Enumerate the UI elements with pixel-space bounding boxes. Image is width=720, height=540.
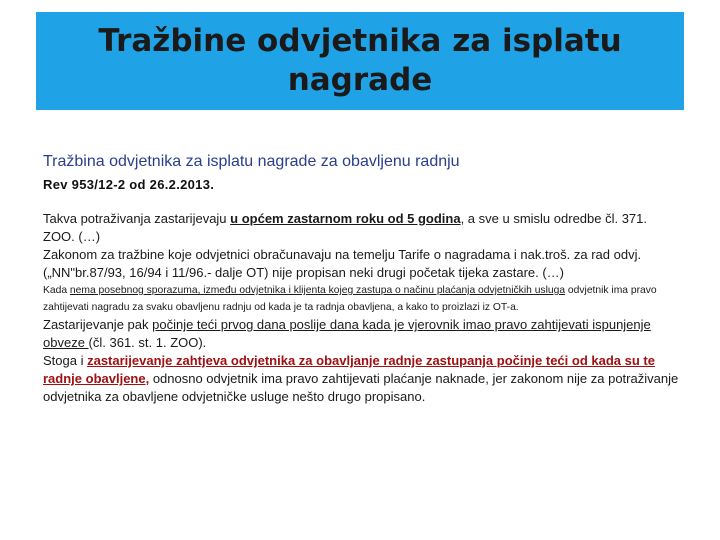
paragraph-4-text-a: Zastarijevanje pak [43, 317, 153, 332]
paragraph-4 [43, 316, 679, 352]
paragraph-5-text-a: Stoga i [43, 353, 88, 368]
paragraph-4-text-c: (čl. 361. st. 1. ZOO). [88, 335, 207, 350]
slide-subtitle: Tražbina odvjetnika za isplatu nagrade za obavljenu radnju [43, 153, 460, 170]
paragraph-1 [43, 210, 679, 246]
paragraph-1-text-a: Takva potraživanja zastarijevaju [43, 211, 231, 226]
slide-body [43, 210, 679, 406]
title-banner [36, 12, 684, 110]
paragraph-5-emphasis: zastarijevanje zahtjeva odvjetnika za obavljanje radnje zastupanja počinje teći od kada su te radnje obavljene, [43, 353, 655, 386]
paragraph-3-text-c: odvjetnik ima pravo zahtijevati nagradu za svaku obavljenu radnju od kada je ta radnja obavljena, a kako to proizlazi iz OT-a. [43, 285, 657, 313]
paragraph-3-text-a: Kada [43, 285, 70, 296]
paragraph-5-text-c: odnosno odvjetnik ima pravo zahtijevati plaćanje naknade, jer zakonom nije za potraživanje odvjetnika za obavljene odvjetničke usluge nešto drugo propisano. [43, 371, 679, 404]
case-reference: Rev 953/12-2 od 26.2.2013. [43, 177, 215, 192]
paragraph-1-emphasis: u općem zastarnom roku od 5 godina [230, 211, 461, 226]
paragraph-1-text-c: , a sve u smislu odredbe čl. 371. ZOO. (…) [43, 211, 648, 244]
paragraph-3-emphasis: nema posebnog sporazuma, između odvjetnika i klijenta kojeg zastupa o načinu plaćanja odvjetničkih usluga [69, 285, 566, 296]
paragraph-3 [43, 282, 679, 316]
slide-title: Tražbine odvjetnika za isplatu nagrade [98, 23, 622, 98]
paragraph-5 [43, 352, 679, 406]
paragraph-2: Zakonom za tražbine koje odvjetnici obračunavaju na temelju Tarife o nagradama i nak.troš. za rad odvj. („NN"br.87/93, 16/94 i 11/96.- dalje OT) nije propisan neki drugi početak tijeka zastare. (…) [43, 247, 642, 280]
paragraph-4-emphasis: počinje teći prvog dana poslije dana kada je vjerovnik imao pravo zahtijevati ispunjenje obveze [43, 317, 651, 350]
